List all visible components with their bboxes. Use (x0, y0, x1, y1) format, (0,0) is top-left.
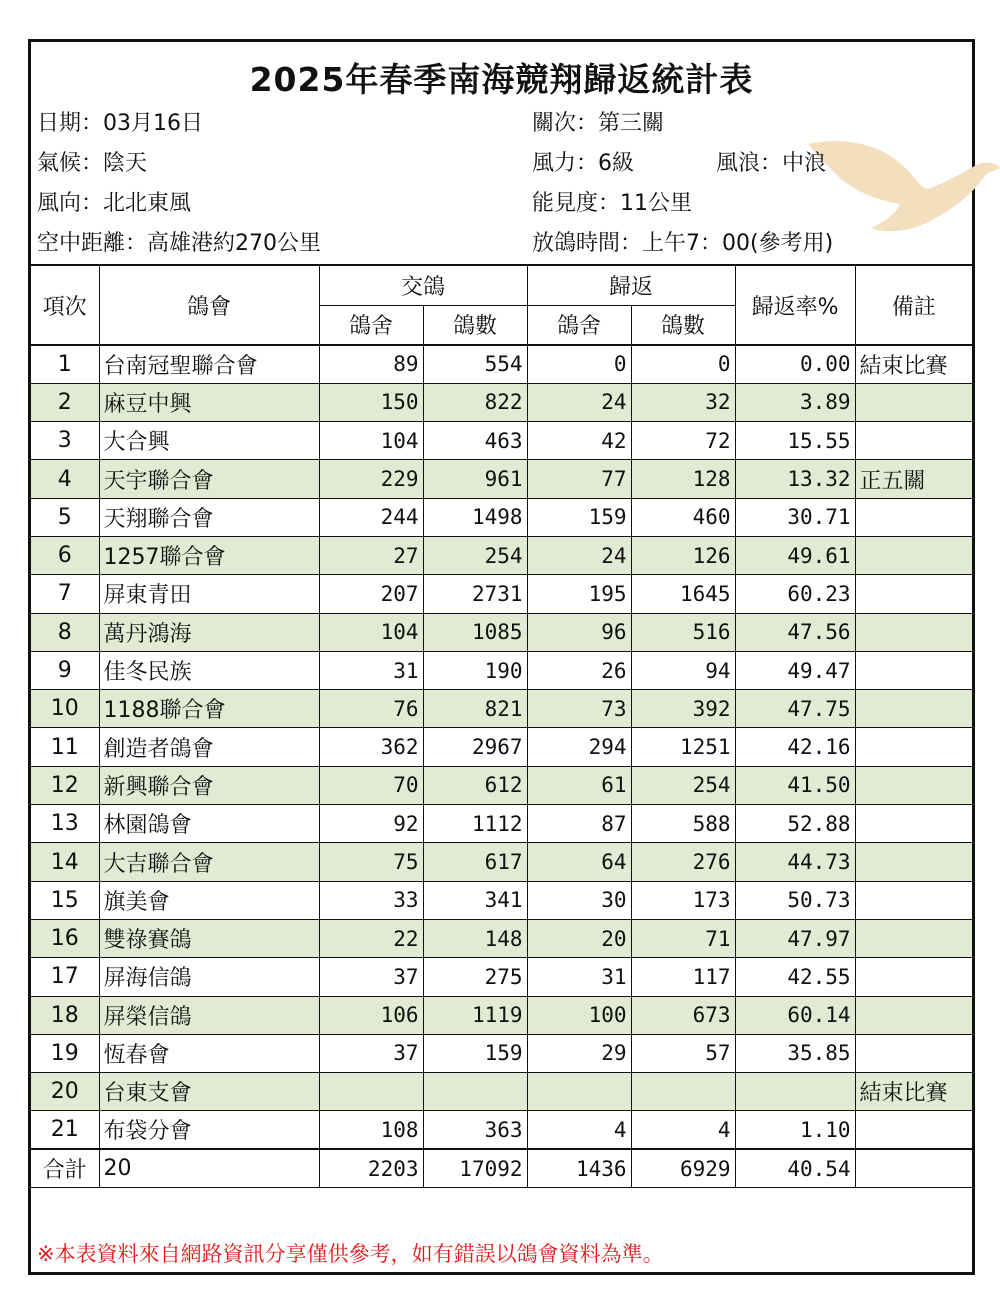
table-row (31, 613, 972, 651)
club-name: 大合興 (99, 422, 319, 460)
entered-birds: 463 (423, 422, 527, 460)
remark: 結束比賽 (855, 1073, 972, 1111)
club-name: 屏東青田 (99, 575, 319, 613)
total-returned-lofts: 1436 (527, 1149, 631, 1187)
return-rate: 42.55 (735, 958, 855, 996)
return-rate: 15.55 (735, 422, 855, 460)
returned-lofts: 31 (527, 958, 631, 996)
return-rate: 0.00 (735, 345, 855, 383)
entered-birds: 2731 (423, 575, 527, 613)
return-rate (735, 1073, 855, 1111)
entered-birds: 254 (423, 536, 527, 574)
entered-birds: 1119 (423, 996, 527, 1034)
wind-force-info: 風力：6級 (532, 151, 634, 176)
entered-lofts: 92 (319, 805, 423, 843)
entered-lofts: 150 (319, 383, 423, 421)
returned-birds: 128 (631, 460, 735, 498)
entered-lofts (319, 1073, 423, 1111)
remark (855, 383, 972, 421)
remark (855, 766, 972, 804)
returned-birds: 392 (631, 690, 735, 728)
returned-lofts: 42 (527, 422, 631, 460)
returned-lofts (527, 1073, 631, 1111)
returned-lofts: 87 (527, 805, 631, 843)
returned-lofts: 96 (527, 613, 631, 651)
visibility-info: 能見度：11公里 (532, 191, 692, 216)
release-time-info: 放鴿時間：上午7：00(參考用) (532, 231, 834, 256)
entered-lofts: 106 (319, 996, 423, 1034)
item-number: 9 (31, 651, 99, 689)
return-rate: 13.32 (735, 460, 855, 498)
item-number: 13 (31, 805, 99, 843)
entered-lofts: 104 (319, 613, 423, 651)
returned-birds: 4 (631, 1111, 735, 1149)
entered-lofts: 27 (319, 536, 423, 574)
club-name: 屏榮信鴿 (99, 996, 319, 1034)
entered-birds: 821 (423, 690, 527, 728)
entered-lofts: 31 (319, 651, 423, 689)
item-number: 3 (31, 422, 99, 460)
returned-lofts: 0 (527, 345, 631, 383)
club-name: 台東支會 (99, 1073, 319, 1111)
entered-birds: 341 (423, 881, 527, 919)
returned-birds (631, 1073, 735, 1111)
entered-birds: 148 (423, 919, 527, 957)
remark (855, 1111, 972, 1149)
returned-birds: 276 (631, 843, 735, 881)
return-rate: 50.73 (735, 881, 855, 919)
entered-birds: 1112 (423, 805, 527, 843)
disclaimer-note: ※本表資料來自網路資訊分享僅供參考，如有錯誤以鴿會資料為準。 (37, 1242, 664, 1266)
entered-lofts: 229 (319, 460, 423, 498)
item-number: 19 (31, 1034, 99, 1072)
total-row (31, 1149, 972, 1187)
remark (855, 690, 972, 728)
total-returned-birds: 6929 (631, 1149, 735, 1187)
table-row (31, 1073, 972, 1111)
item-number: 7 (31, 575, 99, 613)
total-label: 合計 (31, 1149, 99, 1187)
club-name: 布袋分會 (99, 1111, 319, 1149)
remark (855, 728, 972, 766)
return-rate: 44.73 (735, 843, 855, 881)
item-number: 21 (31, 1111, 99, 1149)
club-name: 大吉聯合會 (99, 843, 319, 881)
entered-birds (423, 1073, 527, 1111)
entered-birds: 822 (423, 383, 527, 421)
returned-lofts: 73 (527, 690, 631, 728)
item-number: 18 (31, 996, 99, 1034)
returned-lofts: 64 (527, 843, 631, 881)
returned-birds: 117 (631, 958, 735, 996)
table-row (31, 728, 972, 766)
stats-sheet (28, 39, 975, 1275)
waves-info: 風浪：中浪 (716, 151, 827, 176)
returned-birds: 94 (631, 651, 735, 689)
returned-lofts: 30 (527, 881, 631, 919)
entered-lofts: 75 (319, 843, 423, 881)
results-table (31, 264, 972, 1188)
remark (855, 422, 972, 460)
entered-lofts: 22 (319, 919, 423, 957)
header-returned: 歸返 (527, 265, 735, 305)
item-number: 2 (31, 383, 99, 421)
club-name: 創造者鴿會 (99, 728, 319, 766)
item-number: 1 (31, 345, 99, 383)
returned-lofts: 20 (527, 919, 631, 957)
returned-birds: 126 (631, 536, 735, 574)
entered-birds: 1085 (423, 613, 527, 651)
returned-lofts: 26 (527, 651, 631, 689)
club-name: 旗美會 (99, 881, 319, 919)
table-row (31, 422, 972, 460)
club-name: 天翔聯合會 (99, 498, 319, 536)
remark (855, 996, 972, 1034)
item-number: 10 (31, 690, 99, 728)
header-returned-birds: 鴿數 (631, 305, 735, 345)
table-row (31, 996, 972, 1034)
entered-lofts: 76 (319, 690, 423, 728)
table-row (31, 843, 972, 881)
total-clubs: 20 (99, 1149, 319, 1187)
item-number: 12 (31, 766, 99, 804)
distance-info: 空中距離：高雄港約270公里 (37, 231, 321, 256)
weather-info: 氣候：陰天 (37, 151, 148, 176)
returned-lofts: 159 (527, 498, 631, 536)
returned-lofts: 4 (527, 1111, 631, 1149)
entered-lofts: 104 (319, 422, 423, 460)
returned-birds: 57 (631, 1034, 735, 1072)
entered-lofts: 244 (319, 498, 423, 536)
header-club: 鴿會 (99, 265, 319, 345)
club-name: 台南冠聖聯合會 (99, 345, 319, 383)
returned-birds: 1251 (631, 728, 735, 766)
table-row (31, 651, 972, 689)
returned-lofts: 61 (527, 766, 631, 804)
table-row (31, 690, 972, 728)
entered-lofts: 108 (319, 1111, 423, 1149)
total-remark (855, 1149, 972, 1187)
returned-birds: 1645 (631, 575, 735, 613)
item-number: 17 (31, 958, 99, 996)
stage-info: 關次：第三關 (532, 111, 665, 136)
item-number: 11 (31, 728, 99, 766)
table-row (31, 766, 972, 804)
club-name: 雙祿賽鴿 (99, 919, 319, 957)
returned-birds: 254 (631, 766, 735, 804)
entered-lofts: 37 (319, 1034, 423, 1072)
table-row (31, 1034, 972, 1072)
total-entered-lofts: 2203 (319, 1149, 423, 1187)
total-rate: 40.54 (735, 1149, 855, 1187)
returned-lofts: 195 (527, 575, 631, 613)
entered-birds: 159 (423, 1034, 527, 1072)
returned-birds: 72 (631, 422, 735, 460)
table-row (31, 805, 972, 843)
remark (855, 843, 972, 881)
returned-lofts: 29 (527, 1034, 631, 1072)
returned-lofts: 77 (527, 460, 631, 498)
club-name: 屏海信鴿 (99, 958, 319, 996)
table-row (31, 383, 972, 421)
entered-birds: 612 (423, 766, 527, 804)
returned-birds: 673 (631, 996, 735, 1034)
club-name: 天宇聯合會 (99, 460, 319, 498)
entered-lofts: 37 (319, 958, 423, 996)
remark: 正五關 (855, 460, 972, 498)
entered-birds: 2967 (423, 728, 527, 766)
return-rate: 60.14 (735, 996, 855, 1034)
table-row (31, 958, 972, 996)
header-item: 項次 (31, 265, 99, 345)
total-entered-birds: 17092 (423, 1149, 527, 1187)
table-row (31, 881, 972, 919)
return-rate: 35.85 (735, 1034, 855, 1072)
wind-direction-info: 風向：北北東風 (37, 191, 192, 216)
remark (855, 575, 972, 613)
dove-logo (806, 130, 1000, 242)
returned-birds: 588 (631, 805, 735, 843)
remark (855, 958, 972, 996)
return-rate: 60.23 (735, 575, 855, 613)
return-rate: 30.71 (735, 498, 855, 536)
item-number: 5 (31, 498, 99, 536)
remark (855, 805, 972, 843)
header-returned-lofts: 鴿舍 (527, 305, 631, 345)
club-name: 恆春會 (99, 1034, 319, 1072)
returned-lofts: 294 (527, 728, 631, 766)
remark (855, 881, 972, 919)
table-row (31, 1111, 972, 1149)
club-name: 1257聯合會 (99, 536, 319, 574)
item-number: 6 (31, 536, 99, 574)
returned-lofts: 24 (527, 383, 631, 421)
returned-birds: 32 (631, 383, 735, 421)
return-rate: 49.61 (735, 536, 855, 574)
table-row (31, 460, 972, 498)
returned-lofts: 24 (527, 536, 631, 574)
returned-birds: 71 (631, 919, 735, 957)
return-rate: 52.88 (735, 805, 855, 843)
date-info: 日期：03月16日 (37, 111, 203, 136)
header-entered-lofts: 鴿舍 (319, 305, 423, 345)
item-number: 8 (31, 613, 99, 651)
return-rate: 3.89 (735, 383, 855, 421)
returned-birds: 0 (631, 345, 735, 383)
entered-lofts: 207 (319, 575, 423, 613)
club-name: 萬丹鴻海 (99, 613, 319, 651)
remark: 結束比賽 (855, 345, 972, 383)
return-rate: 49.47 (735, 651, 855, 689)
club-name: 新興聯合會 (99, 766, 319, 804)
entered-birds: 961 (423, 460, 527, 498)
club-name: 林園鴿會 (99, 805, 319, 843)
entered-birds: 275 (423, 958, 527, 996)
entered-birds: 363 (423, 1111, 527, 1149)
entered-birds: 1498 (423, 498, 527, 536)
returned-birds: 460 (631, 498, 735, 536)
header-entered-birds: 鴿數 (423, 305, 527, 345)
item-number: 4 (31, 460, 99, 498)
remark (855, 613, 972, 651)
returned-lofts: 100 (527, 996, 631, 1034)
return-rate: 1.10 (735, 1111, 855, 1149)
remark (855, 536, 972, 574)
entered-birds: 554 (423, 345, 527, 383)
entered-lofts: 33 (319, 881, 423, 919)
return-rate: 41.50 (735, 766, 855, 804)
entered-birds: 617 (423, 843, 527, 881)
table-row (31, 498, 972, 536)
return-rate: 47.75 (735, 690, 855, 728)
table-row (31, 536, 972, 574)
remark (855, 651, 972, 689)
return-rate: 47.97 (735, 919, 855, 957)
item-number: 15 (31, 881, 99, 919)
remark (855, 1034, 972, 1072)
table-row (31, 575, 972, 613)
header-remark: 備註 (855, 265, 972, 345)
header-entered: 交鴿 (319, 265, 527, 305)
entered-lofts: 89 (319, 345, 423, 383)
entered-birds: 190 (423, 651, 527, 689)
returned-birds: 173 (631, 881, 735, 919)
table-row (31, 345, 972, 383)
club-name: 麻豆中興 (99, 383, 319, 421)
club-name: 佳冬民族 (99, 651, 319, 689)
return-rate: 47.56 (735, 613, 855, 651)
return-rate: 42.16 (735, 728, 855, 766)
entered-lofts: 362 (319, 728, 423, 766)
item-number: 14 (31, 843, 99, 881)
header-rate: 歸返率% (735, 265, 855, 345)
item-number: 20 (31, 1073, 99, 1111)
page-title: 2025年春季南海競翔歸返統計表 (249, 60, 754, 99)
returned-birds: 516 (631, 613, 735, 651)
entered-lofts: 70 (319, 766, 423, 804)
item-number: 16 (31, 919, 99, 957)
table-row (31, 919, 972, 957)
club-name: 1188聯合會 (99, 690, 319, 728)
table-body (31, 345, 972, 1149)
remark (855, 498, 972, 536)
remark (855, 919, 972, 957)
